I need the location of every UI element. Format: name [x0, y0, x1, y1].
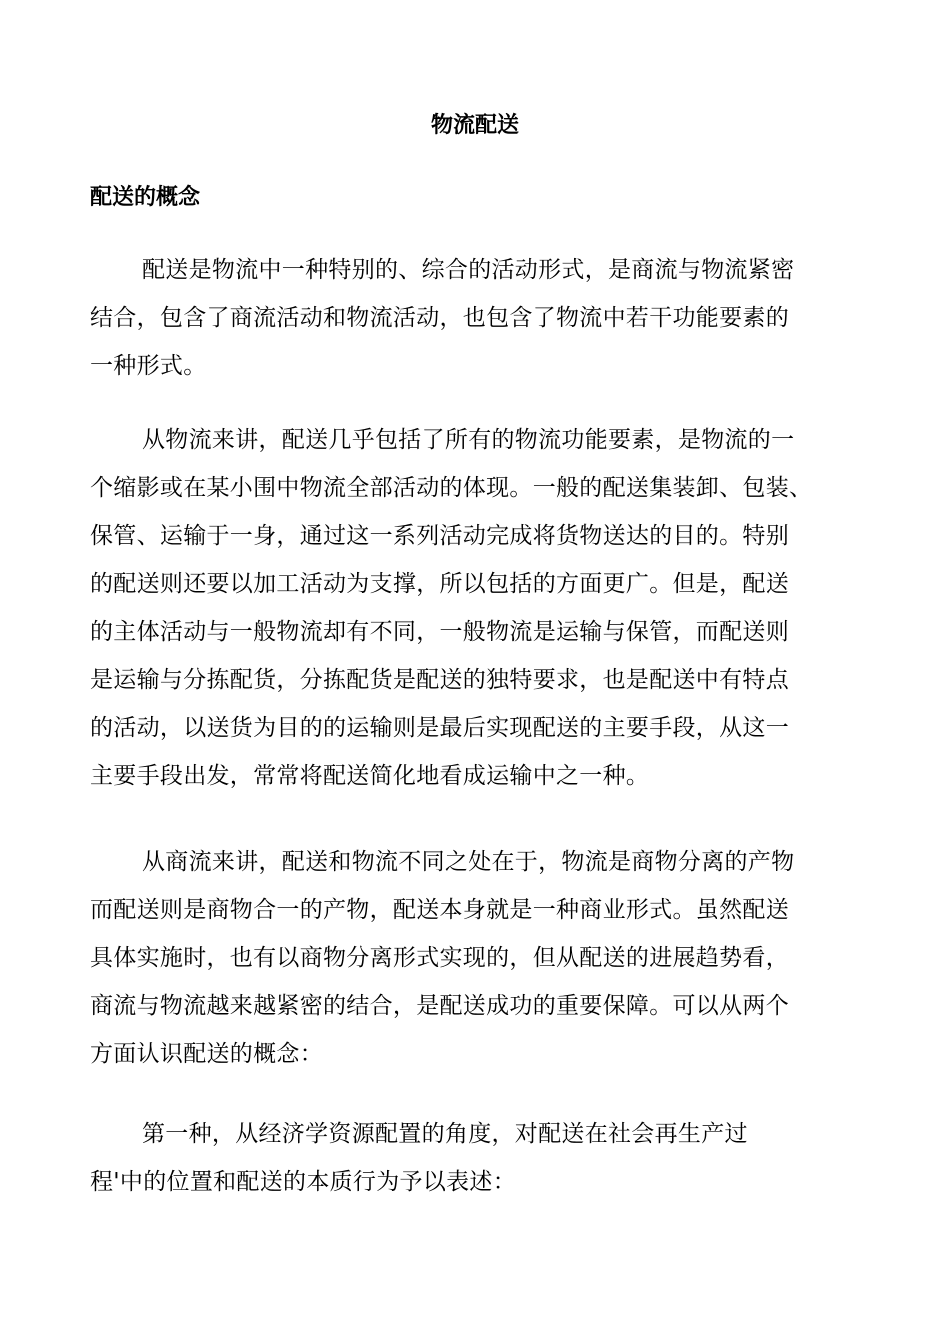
paragraph-line: 主要手段出发，常常将配送简化地看成运输中之一种。 — [90, 763, 650, 789]
paragraph-4 — [90, 1110, 862, 1206]
paragraph-line: 而配送则是商物合一的产物，配送本身就是一种商业形式。虽然配送 — [90, 897, 789, 923]
paragraph-3 — [90, 838, 862, 1078]
paragraph-line: 一种形式。 — [90, 353, 207, 379]
paragraph-line: 从商流来讲，配送和物流不同之处在于，物流是商物分离的产物 — [142, 849, 795, 875]
paragraph-1 — [90, 246, 862, 390]
paragraph-line: 商流与物流越来越紧密的结合，是配送成功的重要保障。可以从两个 — [90, 993, 789, 1019]
paragraph-line: 的活动，以送货为目的的运输则是最后实现配送的主要手段，从这一 — [90, 715, 789, 741]
paragraph-line: 配送是物流中一种特别的、综合的活动形式，是商流与物流紧密 — [142, 257, 795, 283]
paragraph-line: 从物流来讲，配送几乎包括了所有的物流功能要素，是物流的一 — [142, 427, 795, 453]
paragraph-line: 第一种，从经济学资源配置的角度，对配送在社会再生产过 — [142, 1121, 748, 1147]
paragraph-line: 保管、运输于一身，通过这一系列活动完成将货物送达的目的。特别 — [90, 523, 789, 549]
paragraph-line: 的主体活动与一般物流却有不同，一般物流是运输与保管，而配送则 — [90, 619, 789, 645]
paragraph-line: 方面认识配送的概念： — [90, 1041, 323, 1067]
paragraph-line: 个缩影或在某小围中物流全部活动的体现。一般的配送集装卸、包装、 — [90, 475, 813, 501]
paragraph-line: 结合，包含了商流活动和物流活动，也包含了物流中若干功能要素的 — [90, 305, 789, 331]
paragraph-2 — [90, 416, 862, 800]
document-title: 物流配送 — [430, 113, 519, 138]
paragraph-line: 程'中的位置和配送的本质行为予以表述： — [90, 1169, 517, 1195]
paragraph-line: 是运输与分拣配货，分拣配货是配送的独特要求，也是配送中有特点 — [90, 667, 789, 693]
paragraph-line: 具体实施时，也有以商物分离形式实现的，但从配送的进展趋势看， — [90, 945, 789, 971]
paragraph-line: 的配送则还要以加工活动为支撑，所以包括的方面更广。但是，配送 — [90, 571, 789, 597]
section-heading: 配送的概念 — [90, 185, 201, 210]
